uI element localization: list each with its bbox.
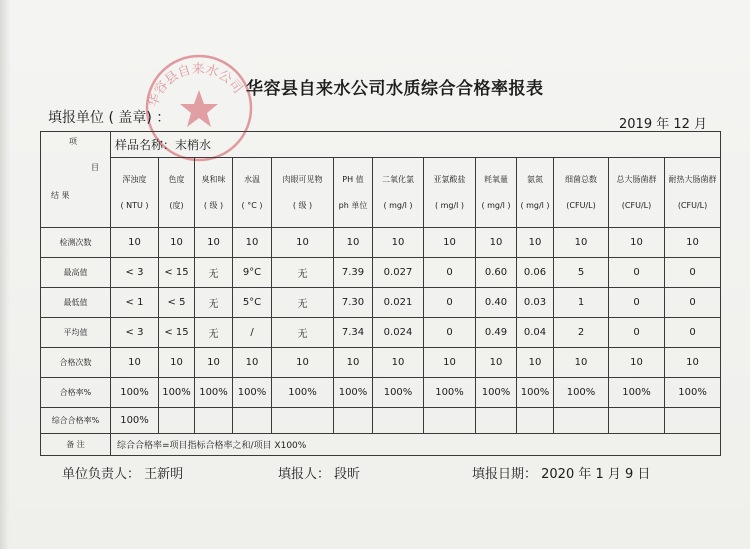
table-cell: 2 bbox=[554, 318, 609, 348]
table-cell: 100% bbox=[111, 378, 159, 408]
table-cell: 100% bbox=[517, 378, 554, 408]
table-cell: 10 bbox=[111, 348, 159, 378]
reporting-unit-label: 填报单位 ( 盖章) ： bbox=[48, 110, 171, 126]
table-cell: 0.021 bbox=[373, 288, 424, 318]
table-cell: 0.49 bbox=[476, 318, 517, 348]
column-header bbox=[554, 158, 609, 228]
table-cell: 7.30 bbox=[334, 288, 373, 318]
table-cell: 5°C bbox=[233, 288, 272, 318]
column-unit: ( mg/l ) bbox=[434, 200, 465, 210]
table-cell: 10 bbox=[554, 228, 609, 258]
table-cell: 10 bbox=[665, 348, 721, 378]
column-header bbox=[424, 158, 476, 228]
table-cell: 100% bbox=[554, 378, 609, 408]
table-cell: 100% bbox=[233, 378, 272, 408]
corner-item-label-2: 目 bbox=[91, 163, 99, 172]
row-label: 合格次数 bbox=[41, 348, 111, 378]
table-cell: 0.04 bbox=[517, 318, 554, 348]
table-cell: 1 bbox=[554, 288, 609, 318]
table-cell: 0 bbox=[424, 288, 476, 318]
remark-label: 备 注 bbox=[41, 434, 111, 456]
column-header bbox=[195, 158, 233, 228]
table-cell: 100% bbox=[373, 378, 424, 408]
table-cell: 0.024 bbox=[373, 318, 424, 348]
header-corner-cell bbox=[41, 132, 111, 228]
table-cell: 10 bbox=[517, 228, 554, 258]
table-cell: 0 bbox=[665, 288, 721, 318]
table-cell: 0 bbox=[609, 318, 665, 348]
column-name: 二氧化氯 bbox=[382, 174, 414, 184]
table-cell: 5 bbox=[554, 258, 609, 288]
column-unit: ( 级 ) bbox=[292, 200, 313, 210]
table-cell: 100% bbox=[609, 378, 665, 408]
remark-text: 综合合格率=项目指标合格率之和/项目 X100% bbox=[111, 434, 721, 456]
table-cell: 100% bbox=[195, 378, 233, 408]
column-header bbox=[233, 158, 272, 228]
table-row bbox=[41, 378, 721, 408]
scan-edge-shadow bbox=[0, 0, 10, 549]
table-cell: 7.34 bbox=[334, 318, 373, 348]
column-unit: ( NTU ) bbox=[120, 200, 149, 210]
table-row bbox=[41, 348, 721, 378]
table-cell: 0.40 bbox=[476, 288, 517, 318]
column-header bbox=[517, 158, 554, 228]
column-name: PH 值 bbox=[342, 174, 364, 184]
table-cell: 10 bbox=[233, 348, 272, 378]
table-cell: 0.60 bbox=[476, 258, 517, 288]
column-unit: (CFU/L) bbox=[677, 200, 708, 210]
table-cell: 0 bbox=[609, 258, 665, 288]
table-cell: 10 bbox=[424, 228, 476, 258]
table-cell: 0.027 bbox=[373, 258, 424, 288]
column-header bbox=[159, 158, 195, 228]
table-cell: 无 bbox=[272, 288, 334, 318]
column-header bbox=[373, 158, 424, 228]
table-row bbox=[41, 288, 721, 318]
table-cell: 无 bbox=[195, 258, 233, 288]
column-header bbox=[609, 158, 665, 228]
filler-person: 填报人： 段昕 bbox=[278, 467, 361, 482]
column-name: 耗氧量 bbox=[484, 174, 508, 184]
table-cell: < 5 bbox=[159, 288, 195, 318]
table-row bbox=[41, 318, 721, 348]
column-header bbox=[111, 158, 159, 228]
table-cell: 10 bbox=[609, 348, 665, 378]
column-header bbox=[665, 158, 721, 228]
row-label: 最高值 bbox=[41, 258, 111, 288]
table-cell: 无 bbox=[195, 288, 233, 318]
column-name: 浑浊度 bbox=[122, 174, 147, 184]
table-cell: < 3 bbox=[111, 258, 159, 288]
report-title: 华容县自来水公司水质综合合格率报表 bbox=[246, 79, 544, 99]
column-unit: ( mg/l ) bbox=[383, 200, 413, 210]
column-name: 臭和味 bbox=[201, 174, 226, 184]
table-cell: 100% bbox=[476, 378, 517, 408]
overall-rate-label: 综合合格率% bbox=[41, 408, 111, 434]
table-cell: < 15 bbox=[159, 258, 195, 288]
column-name: 色度 bbox=[168, 174, 185, 184]
row-label: 合格率% bbox=[41, 378, 111, 408]
table-cell: 0 bbox=[665, 258, 721, 288]
table-cell: 100% bbox=[159, 378, 195, 408]
column-unit: ( mg/l ) bbox=[481, 200, 511, 210]
table-cell: 10 bbox=[373, 228, 424, 258]
table-cell: 10 bbox=[665, 228, 721, 258]
column-name: 肉眼可见物 bbox=[282, 174, 323, 184]
row-label: 最低值 bbox=[41, 288, 111, 318]
column-header bbox=[476, 158, 517, 228]
table-cell: 0 bbox=[609, 288, 665, 318]
column-unit: ( °C ) bbox=[241, 200, 263, 210]
column-header bbox=[272, 158, 334, 228]
table-cell: 10 bbox=[111, 228, 159, 258]
column-name: 细菌总数 bbox=[565, 174, 597, 184]
column-unit: (度) bbox=[169, 200, 184, 210]
table-cell: 10 bbox=[195, 228, 233, 258]
column-name: 氨氮 bbox=[527, 174, 543, 184]
column-unit: (CFU/L) bbox=[621, 200, 652, 210]
water-quality-table bbox=[40, 131, 721, 456]
table-body bbox=[41, 228, 721, 408]
svg-text:华容县自来水公司: 华容县自来水公司 bbox=[145, 61, 246, 110]
table-cell: 10 bbox=[476, 228, 517, 258]
table-cell: 10 bbox=[517, 348, 554, 378]
table-cell: 100% bbox=[272, 378, 334, 408]
table-cell: 7.39 bbox=[334, 258, 373, 288]
table-cell: 100% bbox=[665, 378, 721, 408]
column-name: 亚氯酸盐 bbox=[433, 174, 466, 184]
table-cell: 100% bbox=[424, 378, 476, 408]
table-cell: 10 bbox=[373, 348, 424, 378]
table-cell: 10 bbox=[424, 348, 476, 378]
table-cell: / bbox=[233, 318, 272, 348]
table-cell: 10 bbox=[334, 348, 373, 378]
table-cell: 10 bbox=[554, 348, 609, 378]
table-row bbox=[41, 228, 721, 258]
row-label: 平均值 bbox=[41, 318, 111, 348]
table-cell: 无 bbox=[272, 258, 334, 288]
table-cell: 10 bbox=[476, 348, 517, 378]
table-cell: < 15 bbox=[159, 318, 195, 348]
column-header bbox=[334, 158, 373, 228]
table-cell: 0 bbox=[424, 318, 476, 348]
table-cell: 10 bbox=[334, 228, 373, 258]
table-cell: < 3 bbox=[111, 318, 159, 348]
table-cell: 10 bbox=[609, 228, 665, 258]
row-label: 检测次数 bbox=[41, 228, 111, 258]
column-name: 总大肠菌群 bbox=[616, 174, 657, 184]
corner-item-label: 项 bbox=[69, 137, 77, 146]
sample-name: 样品名称：末梢水 bbox=[111, 132, 721, 158]
fill-date: 填报日期： 2020 年 1 月 9 日 bbox=[472, 467, 651, 482]
table-cell: 10 bbox=[272, 228, 334, 258]
column-unit: ( mg/l ) bbox=[520, 200, 550, 210]
table-cell: < 1 bbox=[111, 288, 159, 318]
table-cell: 10 bbox=[272, 348, 334, 378]
table-cell: 10 bbox=[233, 228, 272, 258]
column-unit: ( 级 ) bbox=[203, 200, 224, 210]
overall-rate-value: 100% bbox=[111, 408, 159, 434]
column-name: 水温 bbox=[244, 174, 260, 184]
table-cell: 0 bbox=[665, 318, 721, 348]
column-name: 耐热大肠菌群 bbox=[668, 174, 717, 184]
table-cell: 无 bbox=[272, 318, 334, 348]
table-cell: 10 bbox=[159, 228, 195, 258]
corner-result-label: 结 果 bbox=[51, 191, 70, 200]
table-cell: 100% bbox=[334, 378, 373, 408]
column-unit: (CFU/L) bbox=[566, 200, 596, 210]
column-header-row bbox=[41, 158, 721, 228]
report-period: 2019 年 12 月 bbox=[619, 117, 708, 132]
table-cell: 无 bbox=[195, 318, 233, 348]
table-row bbox=[41, 258, 721, 288]
column-unit: ph 单位 bbox=[338, 200, 368, 210]
table-cell: 10 bbox=[159, 348, 195, 378]
table-cell: 0.06 bbox=[517, 258, 554, 288]
table-cell: 10 bbox=[195, 348, 233, 378]
table-cell: 0 bbox=[424, 258, 476, 288]
table-cell: 0.03 bbox=[517, 288, 554, 318]
table-cell: 9°C bbox=[233, 258, 272, 288]
responsible-person: 单位负责人： 王新明 bbox=[62, 467, 184, 482]
